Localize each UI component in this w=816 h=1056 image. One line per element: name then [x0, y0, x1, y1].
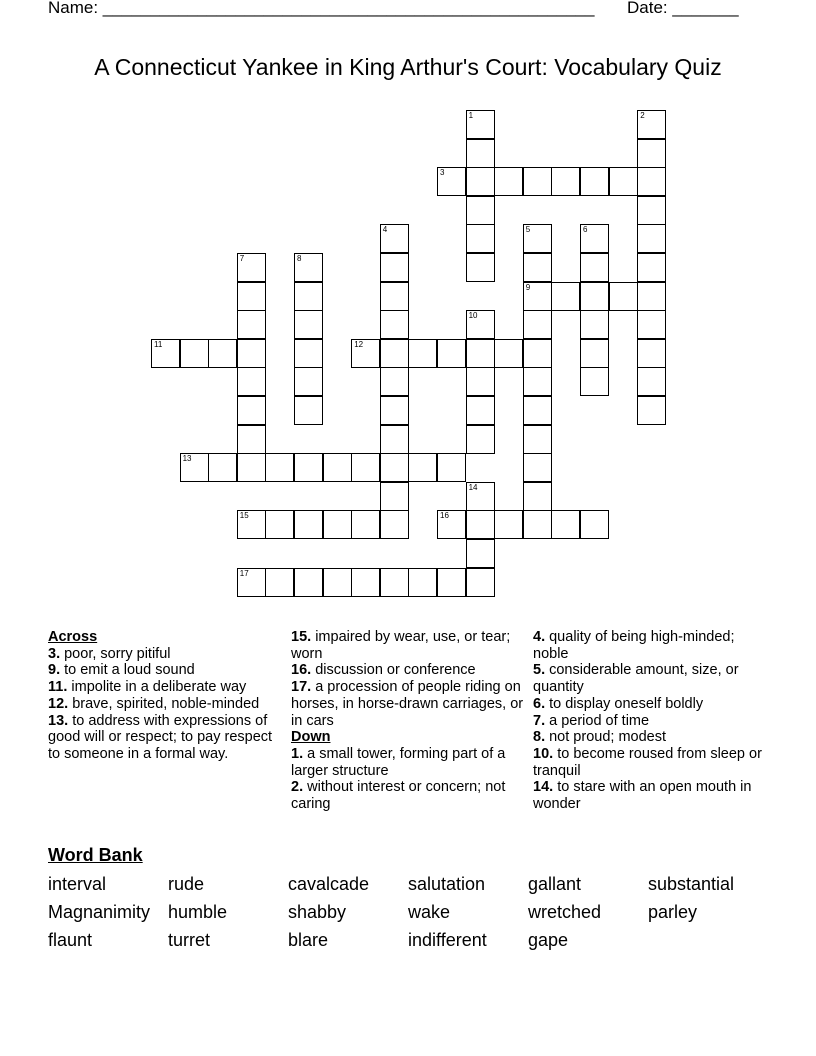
- crossword-cell[interactable]: [294, 568, 323, 597]
- crossword-cell[interactable]: [580, 339, 609, 368]
- word-bank-item: interval: [48, 874, 107, 894]
- clue-number-label: 16.: [291, 662, 312, 679]
- crossword-cell[interactable]: [523, 396, 552, 425]
- crossword-cell[interactable]: [351, 568, 380, 597]
- crossword-cell[interactable]: [294, 396, 323, 425]
- clue-text: a procession of people riding on horses, in horse-drawn carriages, or in cars: [291, 679, 524, 729]
- clue-text: to emit a loud sound: [60, 662, 195, 679]
- word-bank-item: Magnanimity: [48, 902, 151, 922]
- crossword-cell[interactable]: [609, 282, 638, 311]
- clue-text: to stare with an open mouth in wonder: [533, 779, 752, 813]
- crossword-cell[interactable]: [523, 510, 552, 539]
- clue-item: [291, 629, 527, 662]
- clue-number: 11: [154, 339, 163, 349]
- word-bank-item: flaunt: [48, 930, 93, 950]
- crossword-cell[interactable]: [637, 310, 666, 339]
- crossword-cell[interactable]: [294, 453, 323, 482]
- clue-section-heading: Across: [48, 629, 98, 645]
- clue-item: [533, 779, 769, 812]
- crossword-cell[interactable]: [523, 425, 552, 454]
- crossword-cell[interactable]: [380, 367, 409, 396]
- word-bank-item: parley: [648, 902, 698, 922]
- crossword-cell[interactable]: [380, 510, 409, 539]
- crossword-cell[interactable]: [351, 510, 380, 539]
- word-bank-item: substantial: [648, 874, 735, 894]
- crossword-cell[interactable]: [294, 367, 323, 396]
- crossword-cell[interactable]: [466, 568, 495, 597]
- crossword-cell[interactable]: [466, 367, 495, 396]
- clue-item: [291, 779, 527, 812]
- clue-number-label: 12.: [48, 695, 69, 712]
- crossword-cell[interactable]: [380, 253, 409, 282]
- crossword-cell[interactable]: [237, 367, 266, 396]
- crossword-cell[interactable]: [580, 367, 609, 396]
- crossword-cell[interactable]: [523, 282, 552, 311]
- crossword-cell[interactable]: [551, 282, 580, 311]
- clue-item: [48, 713, 280, 763]
- crossword-cell[interactable]: [637, 167, 666, 196]
- clue-item: [48, 662, 280, 679]
- clue-number-label: 6.: [533, 695, 546, 712]
- crossword-cell[interactable]: [151, 339, 180, 368]
- crossword-cell[interactable]: [294, 510, 323, 539]
- word-bank-item: wake: [408, 902, 451, 922]
- crossword-cell[interactable]: [551, 510, 580, 539]
- crossword-cell[interactable]: [380, 339, 409, 368]
- crossword-cell[interactable]: [637, 396, 666, 425]
- crossword-cell[interactable]: [408, 568, 437, 597]
- clue-text: impolite in a deliberate way: [67, 679, 247, 696]
- crossword-cell[interactable]: [466, 139, 495, 168]
- crossword-cell[interactable]: [523, 339, 552, 368]
- crossword-cell[interactable]: [466, 167, 495, 196]
- clue-number-label: 3.: [48, 645, 61, 662]
- clue-number-label: 14.: [533, 779, 554, 796]
- word-bank-item: humble: [168, 902, 228, 922]
- clue-item: [48, 646, 280, 663]
- clue-number: 14: [468, 482, 478, 492]
- clue-item: [533, 696, 769, 713]
- crossword-cell[interactable]: [208, 453, 237, 482]
- clue-item: [533, 746, 769, 779]
- crossword-cell[interactable]: [637, 224, 666, 253]
- crossword-cell[interactable]: [380, 453, 409, 482]
- crossword-cell[interactable]: [466, 224, 495, 253]
- crossword-cell[interactable]: [380, 224, 409, 253]
- crossword-cell[interactable]: [237, 510, 266, 539]
- crossword-cell[interactable]: [380, 310, 409, 339]
- clue-text: quality of being high-minded; noble: [533, 629, 735, 662]
- crossword-cell[interactable]: [437, 453, 466, 482]
- clue-number-label: 7.: [533, 712, 546, 729]
- crossword-cell[interactable]: [237, 453, 266, 482]
- clue-number-label: 1.: [291, 745, 304, 762]
- clue-text: impaired by wear, use, or tear; worn: [291, 629, 511, 662]
- crossword-cell[interactable]: [609, 167, 638, 196]
- crossword-cell[interactable]: [408, 453, 437, 482]
- crossword-cell[interactable]: [466, 396, 495, 425]
- clue-number: 10: [468, 311, 478, 321]
- crossword-cell[interactable]: [380, 482, 409, 511]
- crossword-cell[interactable]: [466, 425, 495, 454]
- crossword-cell[interactable]: [351, 453, 380, 482]
- clue-number: 17: [239, 568, 249, 578]
- clue-number: 2: [640, 111, 645, 120]
- crossword-cell[interactable]: [494, 339, 523, 368]
- crossword-cell[interactable]: [351, 339, 380, 368]
- word-bank-item: gape: [528, 930, 569, 950]
- clue-text: not proud; modest: [545, 729, 667, 746]
- word-bank-item: blare: [288, 930, 329, 950]
- crossword-cell[interactable]: [265, 568, 294, 597]
- clue-item: [48, 679, 280, 696]
- crossword-cell[interactable]: [466, 310, 495, 339]
- crossword-cell[interactable]: [637, 139, 666, 168]
- clue-number: 16: [440, 511, 449, 521]
- crossword-cell[interactable]: [494, 510, 523, 539]
- clue-number-label: 11.: [48, 679, 68, 696]
- crossword-cell[interactable]: [208, 339, 237, 368]
- clue-number-label: 10.: [533, 745, 554, 762]
- crossword-cell[interactable]: [380, 425, 409, 454]
- clue-item: [533, 729, 769, 746]
- date-field-label: Date: _______: [627, 0, 739, 17]
- crossword-cell[interactable]: [637, 282, 666, 311]
- crossword-cell[interactable]: [180, 339, 209, 368]
- clue-number: 4: [382, 225, 388, 235]
- crossword-cell[interactable]: [408, 339, 437, 368]
- clue-number: 1: [468, 111, 474, 120]
- crossword-cell[interactable]: [237, 310, 266, 339]
- crossword-cell[interactable]: [294, 339, 323, 368]
- crossword-cell[interactable]: [237, 568, 266, 597]
- crossword-cell[interactable]: [637, 339, 666, 368]
- crossword-cell[interactable]: [580, 224, 609, 253]
- word-bank-item: wretched: [528, 902, 602, 922]
- crossword-cell[interactable]: [437, 339, 466, 368]
- clue-number: 3: [440, 168, 445, 178]
- crossword-cell[interactable]: [637, 196, 666, 225]
- crossword-cell[interactable]: [466, 110, 495, 139]
- clue-text: a small tower, forming part of a larger structure: [291, 745, 506, 779]
- crossword-cell[interactable]: [323, 453, 352, 482]
- clue-number-label: 8.: [533, 729, 546, 746]
- clue-item: [291, 746, 527, 779]
- crossword-cell[interactable]: [437, 568, 466, 597]
- word-bank-item: cavalcade: [288, 874, 370, 894]
- clue-number: 5: [525, 225, 531, 235]
- clue-text: to display oneself boldly: [545, 695, 704, 712]
- clue-number: 15: [239, 511, 249, 521]
- crossword-cell[interactable]: [523, 224, 552, 253]
- crossword-cell[interactable]: [380, 396, 409, 425]
- crossword-cell[interactable]: [237, 396, 266, 425]
- crossword-cell[interactable]: [437, 510, 466, 539]
- clue-number-label: 15.: [291, 629, 312, 645]
- clue-number: 12: [354, 339, 364, 349]
- crossword-cell[interactable]: [294, 310, 323, 339]
- clue-text: discussion or conference: [311, 662, 476, 679]
- clue-number-label: 5.: [533, 662, 546, 679]
- crossword-cell[interactable]: [637, 253, 666, 282]
- crossword-cell[interactable]: [323, 568, 352, 597]
- word-bank-item: salutation: [408, 874, 486, 894]
- clue-text: poor, sorry pitiful: [60, 645, 171, 662]
- crossword-cell[interactable]: [523, 367, 552, 396]
- crossword-cell[interactable]: [466, 196, 495, 225]
- crossword-cell[interactable]: [180, 453, 209, 482]
- crossword-cell[interactable]: [265, 453, 294, 482]
- crossword-cell[interactable]: [237, 253, 266, 282]
- crossword-cell[interactable]: [523, 167, 552, 196]
- crossword-cell[interactable]: [551, 167, 580, 196]
- clue-section-heading: Down: [291, 729, 331, 746]
- crossword-cell[interactable]: [523, 253, 552, 282]
- crossword-cell[interactable]: [466, 482, 495, 511]
- clue-number-label: 9.: [48, 662, 61, 679]
- clue-text: brave, spirited, noble-minded: [68, 695, 260, 712]
- word-bank-item: turret: [168, 930, 211, 950]
- crossword-cell[interactable]: [466, 510, 495, 539]
- crossword-cell[interactable]: [580, 510, 609, 539]
- crossword-cell[interactable]: [323, 510, 352, 539]
- crossword-cell[interactable]: [580, 282, 609, 311]
- crossword-cell[interactable]: [237, 339, 266, 368]
- crossword-cell[interactable]: [466, 339, 495, 368]
- clue-text: a period of time: [545, 712, 650, 729]
- word-bank-item: rude: [168, 874, 205, 894]
- crossword-cell[interactable]: [580, 310, 609, 339]
- crossword-cell[interactable]: [237, 282, 266, 311]
- clue-item: [533, 662, 769, 695]
- crossword-cell[interactable]: [637, 367, 666, 396]
- clue-item: [291, 679, 527, 729]
- clue-text: to address with expressions of good will or respect; to pay respect to someone in a formal way.: [48, 712, 273, 762]
- clue-column-1: [48, 629, 280, 763]
- crossword-cell[interactable]: [466, 539, 495, 568]
- crossword-cell[interactable]: [580, 167, 609, 196]
- clue-number: 6: [583, 225, 588, 235]
- clue-item: [48, 696, 280, 713]
- crossword-cell[interactable]: [466, 253, 495, 282]
- crossword-cell[interactable]: [523, 310, 552, 339]
- clue-number-label: 2.: [291, 779, 304, 796]
- clue-column-3: [533, 629, 769, 813]
- word-bank-item: gallant: [528, 874, 582, 894]
- word-bank-title: Word Bank: [48, 845, 143, 865]
- clue-number: 9: [525, 282, 531, 292]
- clue-text: to become roused from sleep or tranquil: [533, 745, 762, 779]
- crossword-cell[interactable]: [380, 568, 409, 597]
- crossword-cell[interactable]: [380, 282, 409, 311]
- name-field-label: Name: ____________________________________________________: [48, 0, 595, 17]
- crossword-cell[interactable]: [523, 482, 552, 511]
- clue-item: [533, 713, 769, 730]
- clue-text: without interest or concern; not caring: [291, 779, 506, 813]
- word-bank-item: shabby: [288, 902, 347, 922]
- crossword-cell[interactable]: [523, 453, 552, 482]
- crossword-cell[interactable]: [437, 167, 466, 196]
- crossword-cell[interactable]: [294, 282, 323, 311]
- clue-number-label: 4.: [533, 629, 546, 645]
- clue-column-2: [291, 629, 527, 813]
- clue-number: 7: [239, 254, 245, 263]
- word-bank-item: indifferent: [408, 930, 487, 950]
- clue-number-label: 13.: [48, 712, 69, 729]
- crossword-cell[interactable]: [494, 167, 523, 196]
- clue-number: 13: [182, 454, 192, 464]
- crossword-cell[interactable]: [294, 253, 323, 282]
- crossword-cell[interactable]: [265, 510, 294, 539]
- clue-item: [291, 662, 527, 679]
- crossword-cell[interactable]: [237, 425, 266, 454]
- clue-item: [533, 629, 769, 662]
- clue-text: considerable amount, size, or quantity: [533, 662, 739, 696]
- quiz-title: A Connecticut Yankee in King Arthur's Court: Vocabulary Quiz: [94, 54, 722, 80]
- crossword-cell[interactable]: [637, 110, 666, 139]
- clue-number-label: 17.: [291, 679, 312, 696]
- crossword-cell[interactable]: [580, 253, 609, 282]
- clue-number: 8: [297, 254, 302, 263]
